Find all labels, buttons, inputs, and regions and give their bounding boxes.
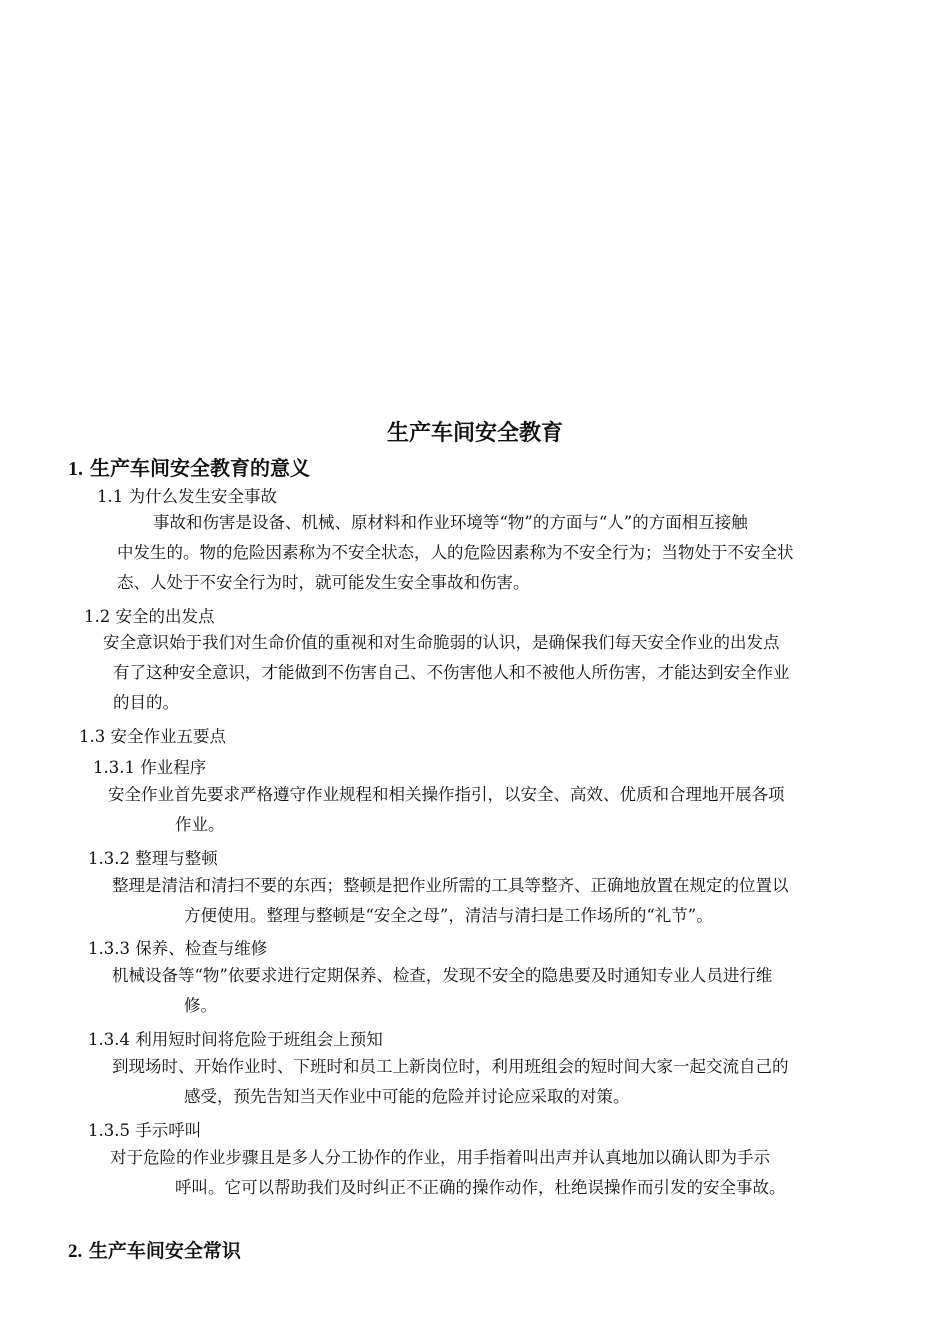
- paragraph-line: 安全作业首先要求严格遵守作业规程和相关操作指引，以安全、高效、优质和合理地开展各项: [108, 785, 785, 804]
- section-1-number: 1.: [68, 458, 83, 480]
- subsection-1-1-heading: 1.1 为什么发生安全事故: [97, 487, 277, 506]
- document-title: 生产车间安全教育: [386, 420, 563, 446]
- paragraph-line: 感受，预先告知当天作业中可能的危险并讨论应采取的对策。: [184, 1087, 630, 1106]
- paragraph-line: 态、人处于不安全行为时，就可能发生安全事故和伤害。: [117, 573, 530, 592]
- section-2-title: 生产车间安全常识: [88, 1240, 241, 1262]
- subsection-1-3-2-heading: 1.3.2 整理与整顿: [88, 849, 218, 868]
- section-2-heading: [68, 1236, 241, 1263]
- section-2-number: 2.: [68, 1241, 83, 1262]
- paragraph-line: 机械设备等“物”依要求进行定期保养、检查，发现不安全的隐患要及时通知专业人员进行维: [112, 966, 773, 985]
- subsection-1-3-heading: 1.3 安全作业五要点: [79, 727, 226, 746]
- subsection-1-3-3-heading: 1.3.3 保养、检查与维修: [88, 939, 268, 958]
- section-1-title: 生产车间安全教育的意义: [89, 456, 310, 480]
- paragraph-line: 呼叫。它可以帮助我们及时纠正不正确的操作动作，杜绝误操作而引发的安全事故。: [175, 1178, 786, 1197]
- paragraph-line: 对于危险的作业步骤且是多人分工协作的作业，用手指着叫出声并认真地加以确认即为手示: [110, 1148, 770, 1167]
- paragraph-line: 中发生的。物的危险因素称为不安全状态，人的危险因素称为不安全行为；当物处于不安全状: [117, 543, 794, 562]
- paragraph-line: 有了这种安全意识，才能做到不伤害自己、不伤害他人和不被他人所伤害，才能达到安全作业: [113, 663, 790, 682]
- paragraph-line: 方便使用。整理与整顿是“安全之母”，清洁与清扫是工作场所的“礼节”。: [184, 906, 713, 925]
- subsection-1-3-5-heading: 1.3.5 手示呼叫: [88, 1121, 202, 1140]
- subsection-1-2-heading: 1.2 安全的出发点: [84, 607, 215, 626]
- subsection-1-3-4-heading: 1.3.4 利用短时间将危险于班组会上预知: [88, 1030, 383, 1049]
- paragraph-line: 修。: [184, 996, 217, 1015]
- paragraph-line: 的目的。: [113, 693, 179, 712]
- paragraph-line: 整理是清洁和清扫不要的东西；整顿是把作业所需的工具等整齐、正确地放置在规定的位置以: [112, 876, 789, 895]
- paragraph-line: 作业。: [175, 815, 225, 834]
- paragraph-line: 安全意识始于我们对生命价值的重视和对生命脆弱的认识，是确保我们每天安全作业的出发点: [103, 633, 780, 652]
- paragraph-line: 事故和伤害是设备、机械、原材料和作业环境等“物”的方面与“人”的方面相互接触: [153, 513, 748, 532]
- subsection-1-3-1-heading: 1.3.1 作业程序: [93, 758, 207, 777]
- paragraph-line: 到现场时、开始作业时、下班时和员工上新岗位时，利用班组会的短时间大家一起交流自己的: [112, 1057, 789, 1076]
- section-1-heading: [68, 452, 310, 481]
